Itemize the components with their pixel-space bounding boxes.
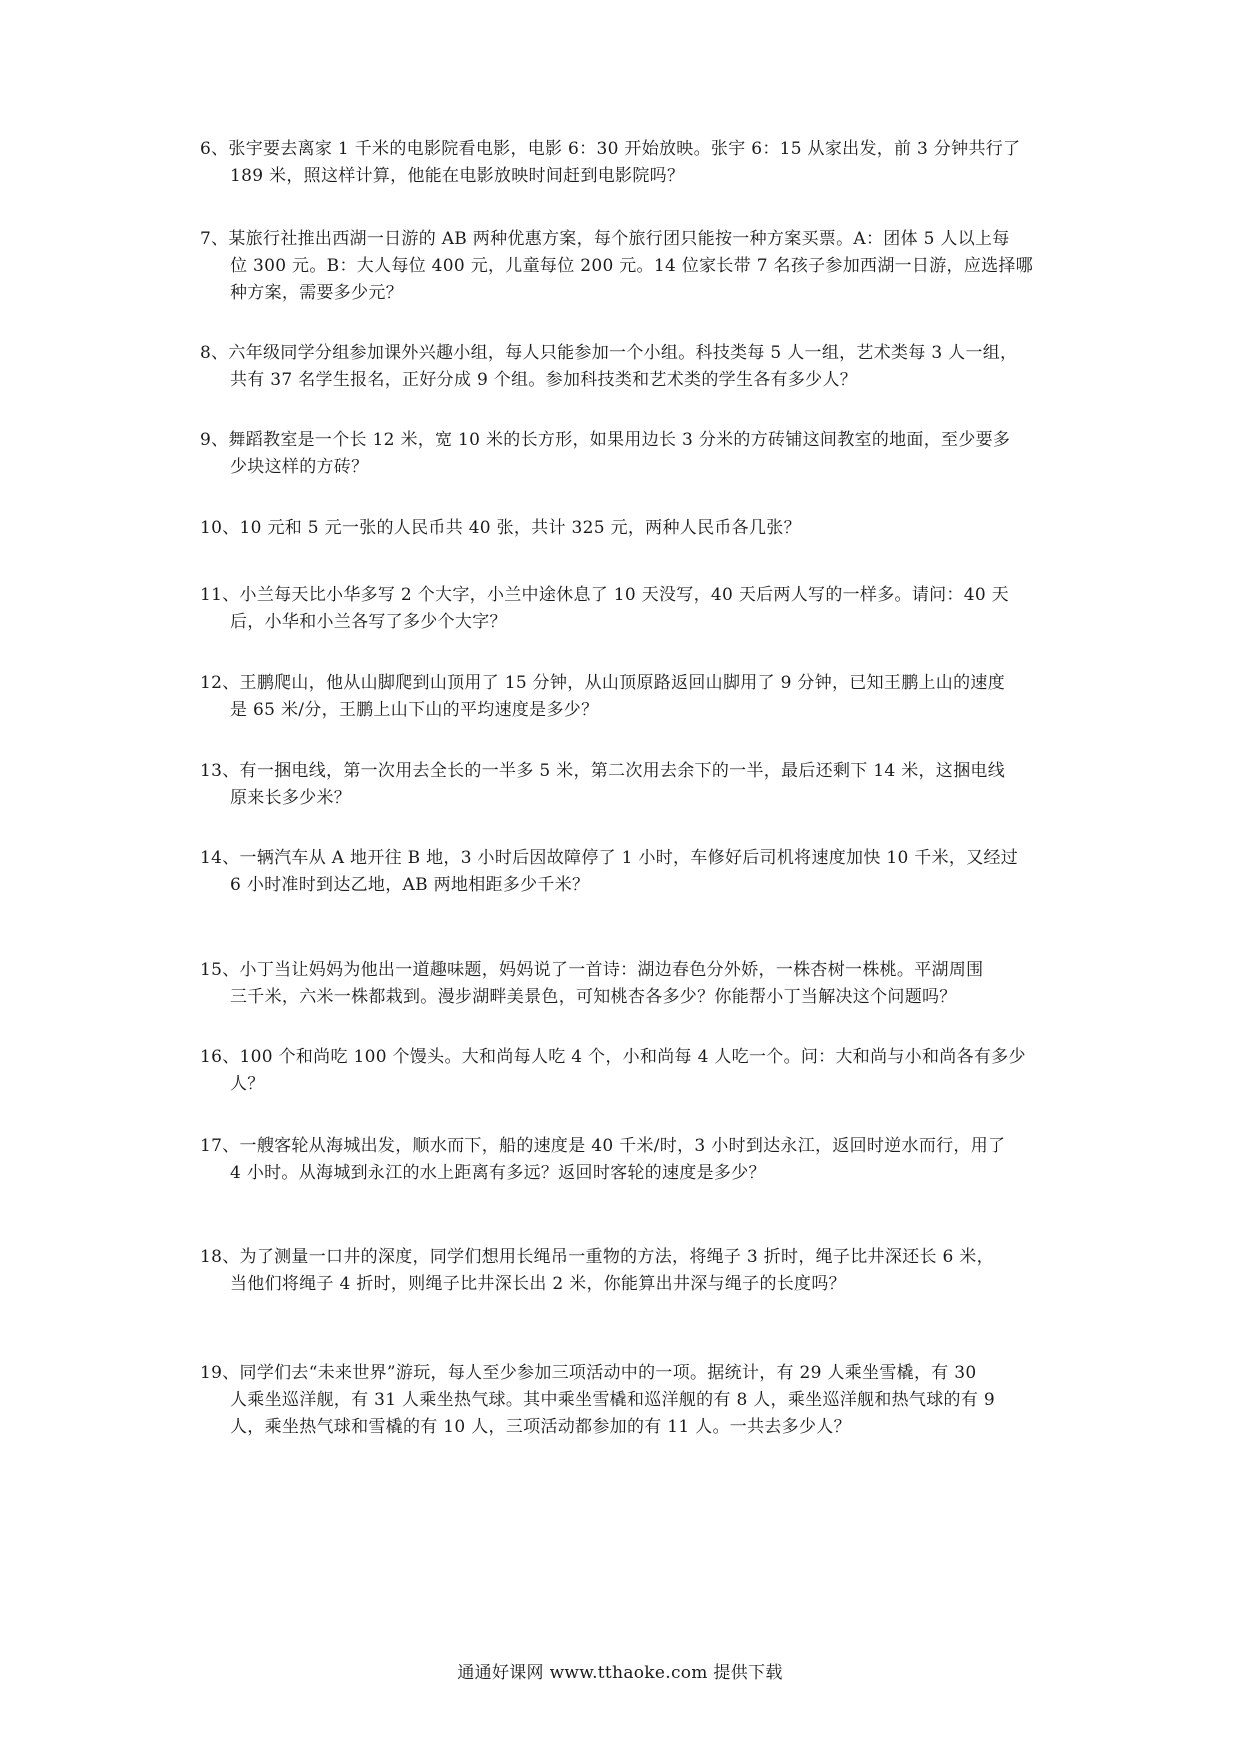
problem-line: 10、10 元和 5 元一张的人民币共 40 张，共计 325 元，两种人民币各几张？ bbox=[200, 518, 801, 538]
problem-8 bbox=[200, 340, 1060, 394]
problem-15 bbox=[200, 957, 1060, 1011]
problem-line: 189 米，照这样计算，他能在电影放映时间赶到电影院吗？ bbox=[230, 166, 685, 186]
problem-line: 9、舞蹈教室是一个长 12 米，宽 10 米的长方形，如果用边长 3 分米的方砖铺这间教室的地面，至少要多 bbox=[200, 430, 1011, 450]
problem-line: 三千米，六米一株都栽到。漫步湖畔美景色，可知桃杏各多少？你能帮小丁当解决这个问题吗？ bbox=[230, 987, 957, 1007]
page-footer bbox=[0, 1658, 1240, 1683]
problem-11 bbox=[200, 582, 1060, 636]
problem-18 bbox=[200, 1244, 1060, 1298]
problem-7 bbox=[200, 226, 1060, 307]
problem-line: 人？ bbox=[230, 1074, 265, 1094]
footer-text: 通通好课网 www.tthaoke.com 提供下载 bbox=[457, 1663, 783, 1683]
problem-line: 共有 37 名学生报名，正好分成 9 个组。参加科技类和艺术类的学生各有多少人？ bbox=[230, 370, 858, 390]
problem-13 bbox=[200, 758, 1060, 812]
problem-line: 原来长多少米？ bbox=[230, 788, 352, 808]
problem-19 bbox=[200, 1360, 1060, 1441]
problem-line: 6 小时准时到达乙地，AB 两地相距多少千米？ bbox=[230, 875, 590, 895]
problem-6 bbox=[200, 136, 1060, 190]
problem-line: 13、有一捆电线，第一次用去全长的一半多 5 米，第二次用去余下的一半，最后还剩下 14 米，这捆电线 bbox=[200, 761, 1005, 781]
problem-line: 7、某旅行社推出西湖一日游的 AB 两种优惠方案，每个旅行团只能按一种方案买票。A：团体 5 人以上每 bbox=[200, 229, 1010, 249]
problem-12 bbox=[200, 670, 1060, 724]
problem-line: 当他们将绳子 4 折时，则绳子比井深长出 2 米，你能算出井深与绳子的长度吗？ bbox=[230, 1274, 846, 1294]
problem-line: 14、一辆汽车从 A 地开往 B 地，3 小时后因故障停了 1 小时，车修好后司机将速度加快 10 千米，又经过 bbox=[200, 848, 1019, 868]
problem-9 bbox=[200, 427, 1060, 481]
problem-line: 15、小丁当让妈妈为他出一道趣味题，妈妈说了一首诗：湖边春色分外娇，一株杏树一株桃。平湖周围 bbox=[200, 960, 984, 980]
problem-17 bbox=[200, 1133, 1060, 1187]
problem-10 bbox=[200, 515, 1060, 542]
problem-line: 19、同学们去“未来世界”游玩，每人至少参加三项活动中的一项。据统计，有 29 人乘坐雪橇，有 30 bbox=[200, 1363, 977, 1383]
problem-line: 少块这样的方砖？ bbox=[230, 457, 369, 477]
problem-14 bbox=[200, 845, 1060, 899]
problem-line: 8、六年级同学分组参加课外兴趣小组，每人只能参加一个小组。科技类每 5 人一组，艺术类每 3 人一组， bbox=[200, 343, 1018, 363]
problem-line: 16、100 个和尚吃 100 个馒头。大和尚每人吃 4 个，小和尚每 4 人吃一个。问：大和尚与小和尚各有多少 bbox=[200, 1047, 1026, 1067]
problem-line: 后，小华和小兰各写了多少个大字？ bbox=[230, 612, 507, 632]
problem-line: 人乘坐巡洋舰，有 31 人乘坐热气球。其中乘坐雪橇和巡洋舰的有 8 人，乘坐巡洋舰和热气球的有 9 bbox=[230, 1390, 995, 1410]
problem-line: 位 300 元。B：大人每位 400 元，儿童每位 200 元。14 位家长带 7 名孩子参加西湖一日游，应选择哪 bbox=[230, 256, 1034, 276]
problem-line: 4 小时。从海城到永江的水上距离有多远？返回时客轮的速度是多少？ bbox=[230, 1163, 766, 1183]
problem-line: 是 65 米/分，王鹏上山下山的平均速度是多少？ bbox=[230, 700, 599, 720]
problem-line: 17、一艘客轮从海城出发，顺水而下，船的速度是 40 千米/时，3 小时到达永江，返回时逆水而行，用了 bbox=[200, 1136, 1006, 1156]
problem-16 bbox=[200, 1044, 1060, 1098]
problem-line: 12、王鹏爬山，他从山脚爬到山顶用了 15 分钟，从山顶原路返回山脚用了 9 分钟，已知王鹏上山的速度 bbox=[200, 673, 1005, 693]
problem-line: 6、张宇要去离家 1 千米的电影院看电影，电影 6：30 开始放映。张宇 6：15 从家出发，前 3 分钟共行了 bbox=[200, 139, 1021, 159]
problem-line: 人，乘坐热气球和雪橇的有 10 人，三项活动都参加的有 11 人。一共去多少人？ bbox=[230, 1417, 851, 1437]
problem-line: 种方案，需要多少元？ bbox=[230, 283, 403, 303]
problem-line: 18、为了测量一口井的深度，同学们想用长绳吊一重物的方法，将绳子 3 折时，绳子比井深还长 6 米， bbox=[200, 1247, 994, 1267]
problem-line: 11、小兰每天比小华多写 2 个大字，小兰中途休息了 10 天没写，40 天后两人写的一样多。请问：40 天 bbox=[200, 585, 1009, 605]
